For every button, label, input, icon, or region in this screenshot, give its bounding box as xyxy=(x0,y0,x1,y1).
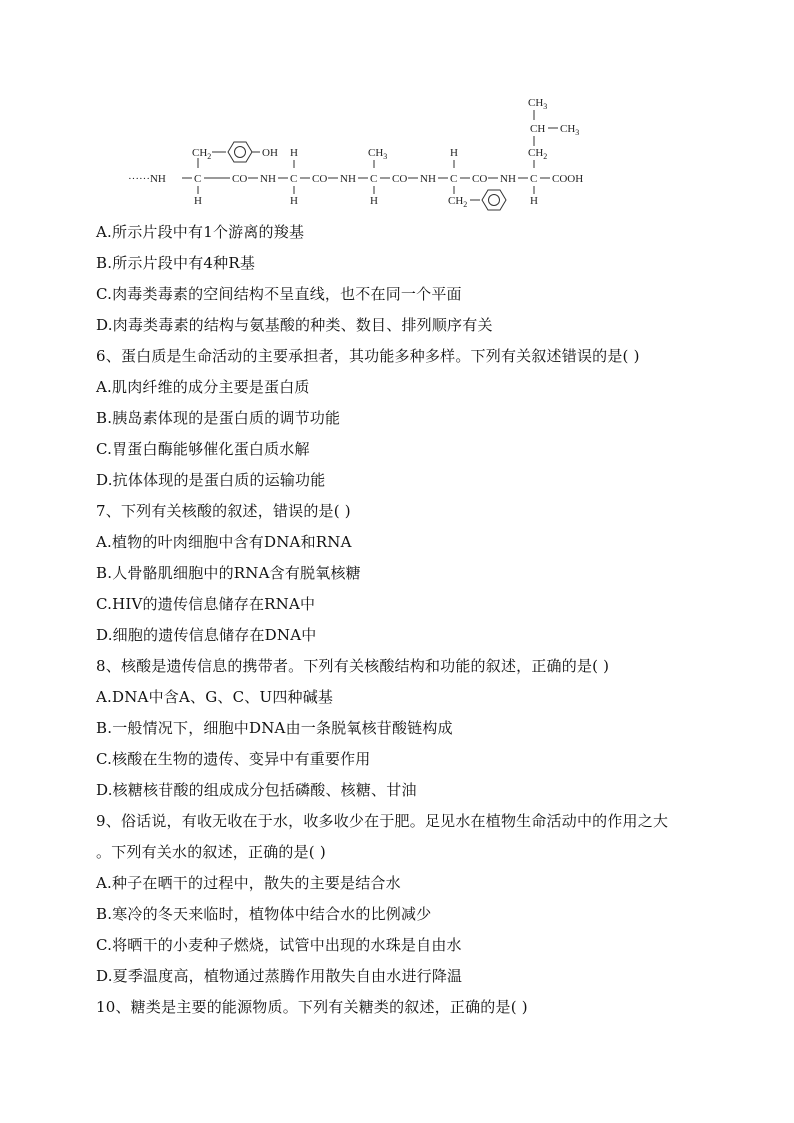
text-line: D.夏季温度高，植物通过蒸腾作用散失自由水进行降温 xyxy=(96,967,463,985)
question-8-stem: 8、核酸是遗传信息的携带者。下列有关核酸结构和功能的叙述，正确的是( ) xyxy=(96,657,610,675)
residue1-ch2: $CH_2$ xyxy=(192,147,212,161)
text-line: A.DNA中含A、G、C、U四种碱基 xyxy=(96,688,334,706)
question-7-stem: 7、下列有关核酸的叙述，错误的是( ) xyxy=(96,502,351,520)
text-line: D.抗体体现的是蛋白质的运输功能 xyxy=(96,471,326,489)
text-line: A.肌肉纤维的成分主要是蛋白质 xyxy=(96,378,310,396)
question-10-stem: 10、糖类是主要的能源物质。下列有关糖类的叙述，正确的是( ) xyxy=(96,998,528,1016)
text-line: D.细胞的遗传信息储存在DNA中 xyxy=(96,626,317,644)
text-line: A.植物的叶肉细胞中含有DNA和RNA xyxy=(96,533,352,551)
text-line: B.胰岛素体现的是蛋白质的调节功能 xyxy=(96,409,341,427)
phenyl-ring-icon xyxy=(482,190,506,210)
residue4-ch2: $CH_2$ xyxy=(448,195,468,209)
residue5-ch2: $CH_2$ xyxy=(528,147,548,161)
residue3-ch3: $CH_3$ xyxy=(368,147,388,161)
question-6-stem: 6、蛋白质是生命活动的主要承担者，其功能多种多样。下列有关叙述错误的是( ) xyxy=(96,347,640,365)
carbonyl-2: CO xyxy=(312,173,328,185)
text-line: C.将晒干的小麦种子燃烧，试管中出现的水珠是自由水 xyxy=(96,936,462,954)
carbonyl-4: CO xyxy=(472,173,488,185)
alpha-carbon-5: C xyxy=(530,173,538,185)
benzene-ring-icon xyxy=(228,142,252,162)
question-9-stem-cont: 。下列有关水的叙述，正确的是( ) xyxy=(96,843,326,861)
amide-2: NH xyxy=(340,173,356,185)
alpha-carbon-2: C xyxy=(290,173,298,185)
residue5-h: H xyxy=(530,195,538,207)
alpha-carbon-4: C xyxy=(450,173,458,185)
residue4-h: H xyxy=(450,147,458,159)
text-line: C.胃蛋白酶能够催化蛋白质水解 xyxy=(96,440,310,458)
residue5-ch3-right: $CH_3$ xyxy=(560,123,580,137)
terminal-carboxyl: COOH xyxy=(552,173,584,185)
text-line: B.一般情况下，细胞中DNA由一条脱氧核苷酸链构成 xyxy=(96,719,453,737)
carbonyl-3: CO xyxy=(392,173,408,185)
text-line: B.所示片段中有4种R基 xyxy=(96,254,256,272)
residue5-ch: CH xyxy=(530,123,546,135)
aromatic-circle-icon xyxy=(235,147,246,158)
text-line: A.种子在晒干的过程中，散失的主要是结合水 xyxy=(96,874,401,892)
amide-1: NH xyxy=(260,173,276,185)
text-line: C.肉毒类毒素的空间结构不呈直线，也不在同一个平面 xyxy=(96,285,462,303)
alpha-carbon-1: C xyxy=(194,173,202,185)
residue1-h: H xyxy=(194,195,202,207)
text-line: B.人骨骼肌细胞中的RNA含有脱氧核糖 xyxy=(96,564,361,582)
phenyl-aromatic-circle-icon xyxy=(489,195,500,206)
text-line: D.核糖核苷酸的组成成分包括磷酸、核糖、甘油 xyxy=(96,781,417,799)
residue3-h: H xyxy=(370,195,378,207)
text-line: A.所示片段中有1个游离的羧基 xyxy=(96,223,305,241)
text-line: D.肉毒类毒素的结构与氨基酸的种类、数目、排列顺序有关 xyxy=(96,316,493,334)
text-line: C.HIV的遗传信息储存在RNA中 xyxy=(96,595,316,613)
amide-4: NH xyxy=(500,173,516,185)
alpha-carbon-3: C xyxy=(370,173,378,185)
question-9-stem: 9、俗话说，有收无收在于水，收多收少在于肥。足见水在植物生命活动中的作用之大 xyxy=(96,812,669,830)
carbonyl-1: CO xyxy=(232,173,248,185)
text-line: B.寒冷的冬天来临时，植物体中结合水的比例减少 xyxy=(96,905,432,923)
amide-3: NH xyxy=(420,173,436,185)
chain-start-label: ······NH xyxy=(128,173,166,185)
residue2-h-bottom: H xyxy=(290,195,298,207)
text-line: C.核酸在生物的遗传、变异中有重要作用 xyxy=(96,750,371,768)
residue2-h-top: H xyxy=(290,147,298,159)
hydroxyl-group: OH xyxy=(262,147,278,159)
question-text xyxy=(96,217,736,1023)
peptide-structure-formula xyxy=(120,90,600,215)
residue5-ch3-top: $CH_3$ xyxy=(528,97,548,111)
